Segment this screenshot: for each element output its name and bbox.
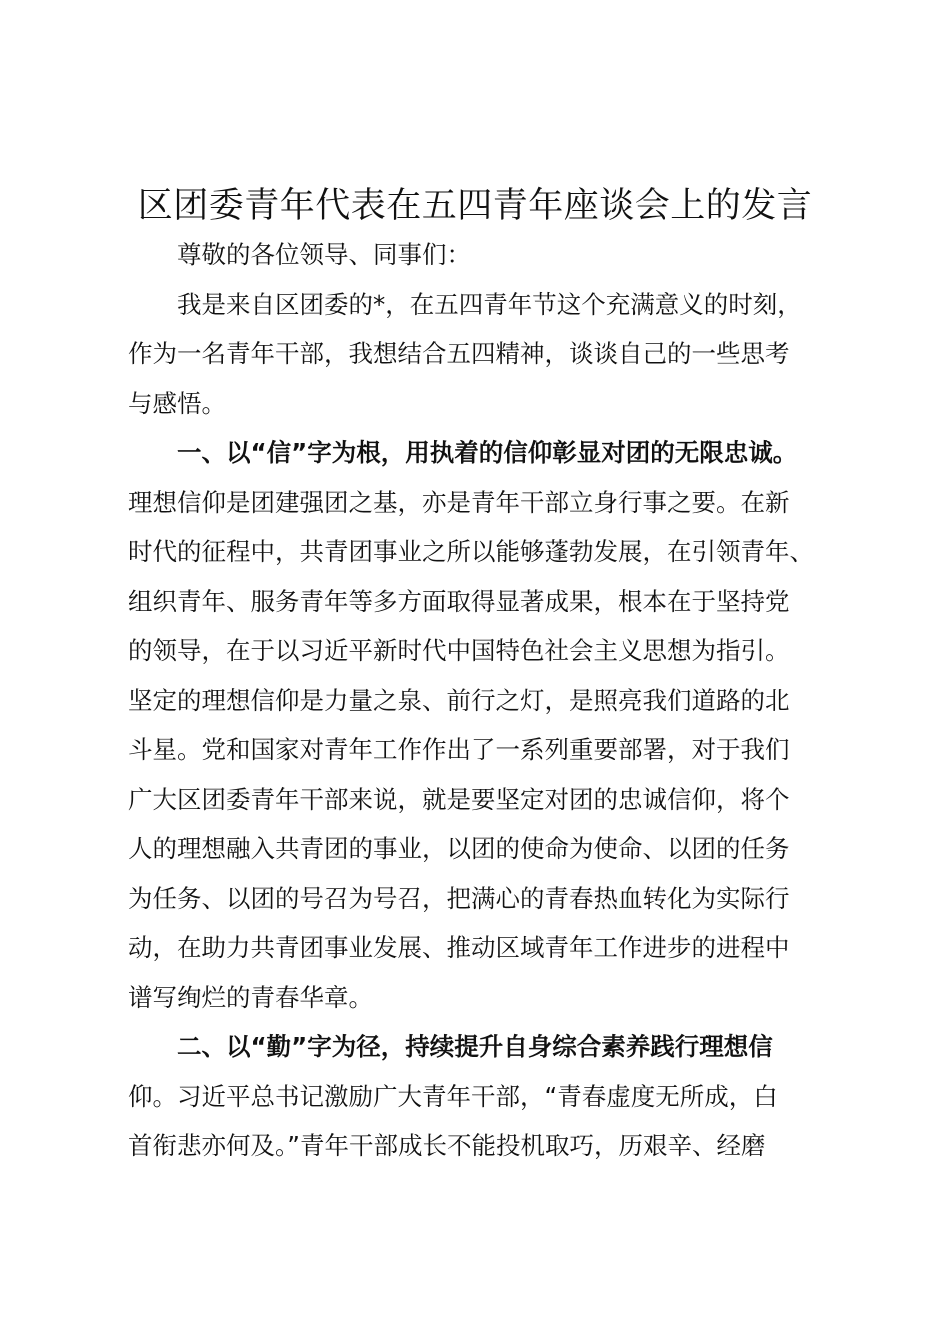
paragraph-line: 作为一名青年干部，我想结合五四精神，谈谈自己的一些思考 [128,339,790,368]
document-body [128,230,848,1171]
paragraph-line: 谱写绚烂的青春华章。 [128,982,373,1012]
document-title: 区团委青年代表在五四青年座谈会上的发言 [137,186,813,226]
paragraph-line: 我是来自区团委的*，在五四青年节这个充满意义的时刻， [177,289,802,319]
paragraph-line: 为任务、以团的号召为号召，把满心的青春热血转化为实际行 [128,883,790,913]
paragraph-line: 人的理想融入共青团的事业，以团的使命为使命、以团的任务 [128,834,790,863]
paragraph-line: 坚定的理想信仰是力量之泉、前行之灯，是照亮我们道路的北 [128,685,790,715]
paragraph-line: 组织青年、服务青年等多方面取得显著成果，根本在于坚持党 [128,586,790,616]
salutation: 尊敬的各位领导、同事们： [177,240,471,269]
paragraph-line: 时代的征程中，共青团事业之所以能够蓬勃发展，在引领青年、 [128,537,814,566]
paragraph-line: 斗星。党和国家对青年工作作出了一系列重要部署，对于我们 [128,735,790,764]
paragraph-line: 与感悟。 [128,388,226,418]
section-heading-2: 二、以“勤”字为径，持续提升自身综合素养践行理想信 [177,1032,773,1061]
paragraph-line: 首衔悲亦何及。”青年干部成长不能投机取巧，历艰辛、经磨 [128,1131,766,1160]
paragraph-line: 的领导，在于以习近平新时代中国特色社会主义思想为指引。 [128,636,790,665]
section-heading-1: 一、以“信”字为根，用执着的信仰彰显对团的无限忠诚。 [177,438,798,467]
paragraph-line: 广大区团委青年干部来说，就是要坚定对团的忠诚信仰，将个 [128,784,790,814]
paragraph-line: 仰。习近平总书记激励广大青年干部，“青春虚度无所成，白 [128,1081,778,1111]
paragraph-line: 理想信仰是团建强团之基，亦是青年干部立身行事之要。在新 [128,487,790,517]
paragraph-line: 动，在助力共青团事业发展、推动区域青年工作进步的进程中 [128,933,790,962]
